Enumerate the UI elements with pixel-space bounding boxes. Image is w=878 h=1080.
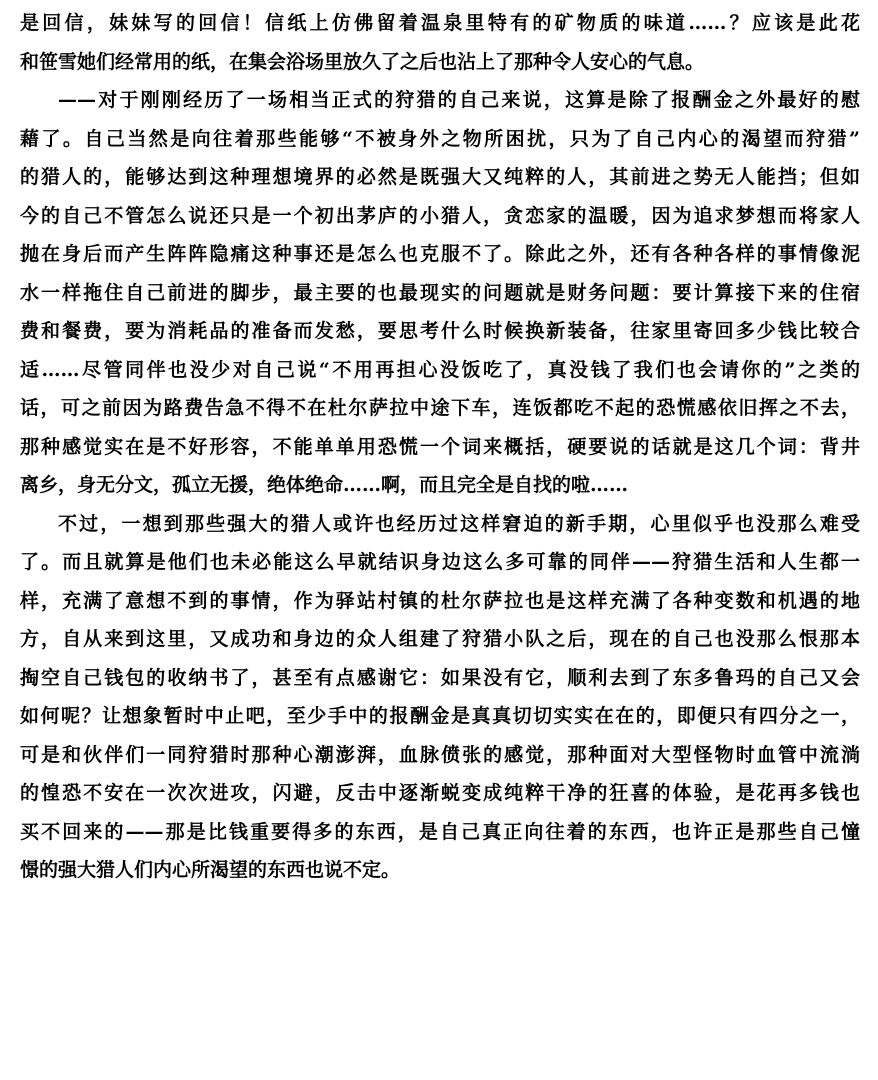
text-line: 那种感觉实在是不好形容，不能单单用恐慌一个词来概括，硬要说的话就是这几个词：背井	[20, 435, 860, 458]
text-line: 离乡，身无分文，孤立无援，绝体绝命……啊，而且完全是自找的啦……	[20, 474, 629, 496]
paragraph-3	[20, 505, 860, 890]
text-line: 话，可之前因为路费告急不得不在杜尔萨拉中途下车，连饭都吃不起的恐慌感依旧挥之不去，	[20, 397, 860, 419]
text-line: 的猎人的，能够达到这种理想境界的必然是既强大又纯粹的人，其前进之势无人能挡；但如	[20, 166, 860, 188]
paragraph-2	[20, 81, 860, 505]
paragraph-1	[20, 4, 860, 81]
text-line: 和笹雪她们经常用的纸，在集会浴场里放久了之后也沾上了那种令人安心的气息。	[20, 50, 705, 73]
text-line: 水一样拖住自己前进的脚步，最主要的也最现实的问题就是财务问题：要计算接下来的住宿	[20, 281, 860, 304]
text-line: 是回信，妹妹写的回信！信纸上仿佛留着温泉里特有的矿物质的味道……？应该是此花	[20, 12, 860, 34]
text-line: 憬的强大猎人们内心所渴望的东西也说不定。	[20, 859, 401, 881]
text-line: 了。而且就算是他们也未必能这么早就结识身边这么多可靠的同伴——狩猎生活和人生都一	[20, 551, 860, 573]
text-line: 可是和伙伴们一同狩猎时那种心潮澎湃，血脉偾张的感觉，那种面对大型怪物时血管中流淌	[20, 743, 860, 766]
text-line: 费和餐费，要为消耗品的准备而发愁，要思考什么时候换新装备，往家里寄回多少钱比较合	[20, 320, 860, 342]
text-line: 藉了。自己当然是向往着那些能够“不被身外之物所困扰，只为了自己内心的渴望而狩猎”	[20, 127, 860, 150]
text-line: 样，充满了意想不到的事情，作为驿站村镇的杜尔萨拉也是这样充满了各种变数和机遇的地	[20, 589, 860, 612]
text-line: 抛在身后而产生阵阵隐痛这种事还是怎么也克服不了。除此之外，还有各种各样的事情像泥	[20, 243, 860, 265]
text-line: 买不回来的——那是比钱重要得多的东西，是自己真正向往着的东西，也许正是那些自己憧	[20, 820, 860, 843]
text-line: 不过，一想到那些强大的猎人或许也经历过这样窘迫的新手期，心里似乎也没那么难受	[58, 512, 860, 535]
text-line: 的惶恐不安在一次次进攻，闪避，反击中逐渐蜕变成纯粹干净的狂喜的体验，是花再多钱也	[20, 782, 860, 804]
text-line: 如何呢？让想象暂时中止吧，至少手中的报酬金是真真切切实实在在的，即便只有四分之一，	[20, 705, 860, 727]
text-line: 今的自己不管怎么说还只是一个初出茅庐的小猎人，贪恋家的温暖，因为追求梦想而将家人	[20, 204, 860, 227]
text-line: 适……尽管同伴也没少对自己说“不用再担心没饭吃了，真没钱了我们也会请你的”之类的	[20, 358, 860, 381]
text-line: 方，自从来到这里，又成功和身边的众人组建了狩猎小队之后，现在的自己也没那么恨那本	[20, 628, 860, 650]
text-line: ——对于刚刚经历了一场相当正式的狩猎的自己来说，这算是除了报酬金之外最好的慰	[58, 89, 860, 111]
text-line: 掏空自己钱包的收纳书了，甚至有点感谢它：如果没有它，顺利去到了东多鲁玛的自己又会	[20, 666, 860, 689]
